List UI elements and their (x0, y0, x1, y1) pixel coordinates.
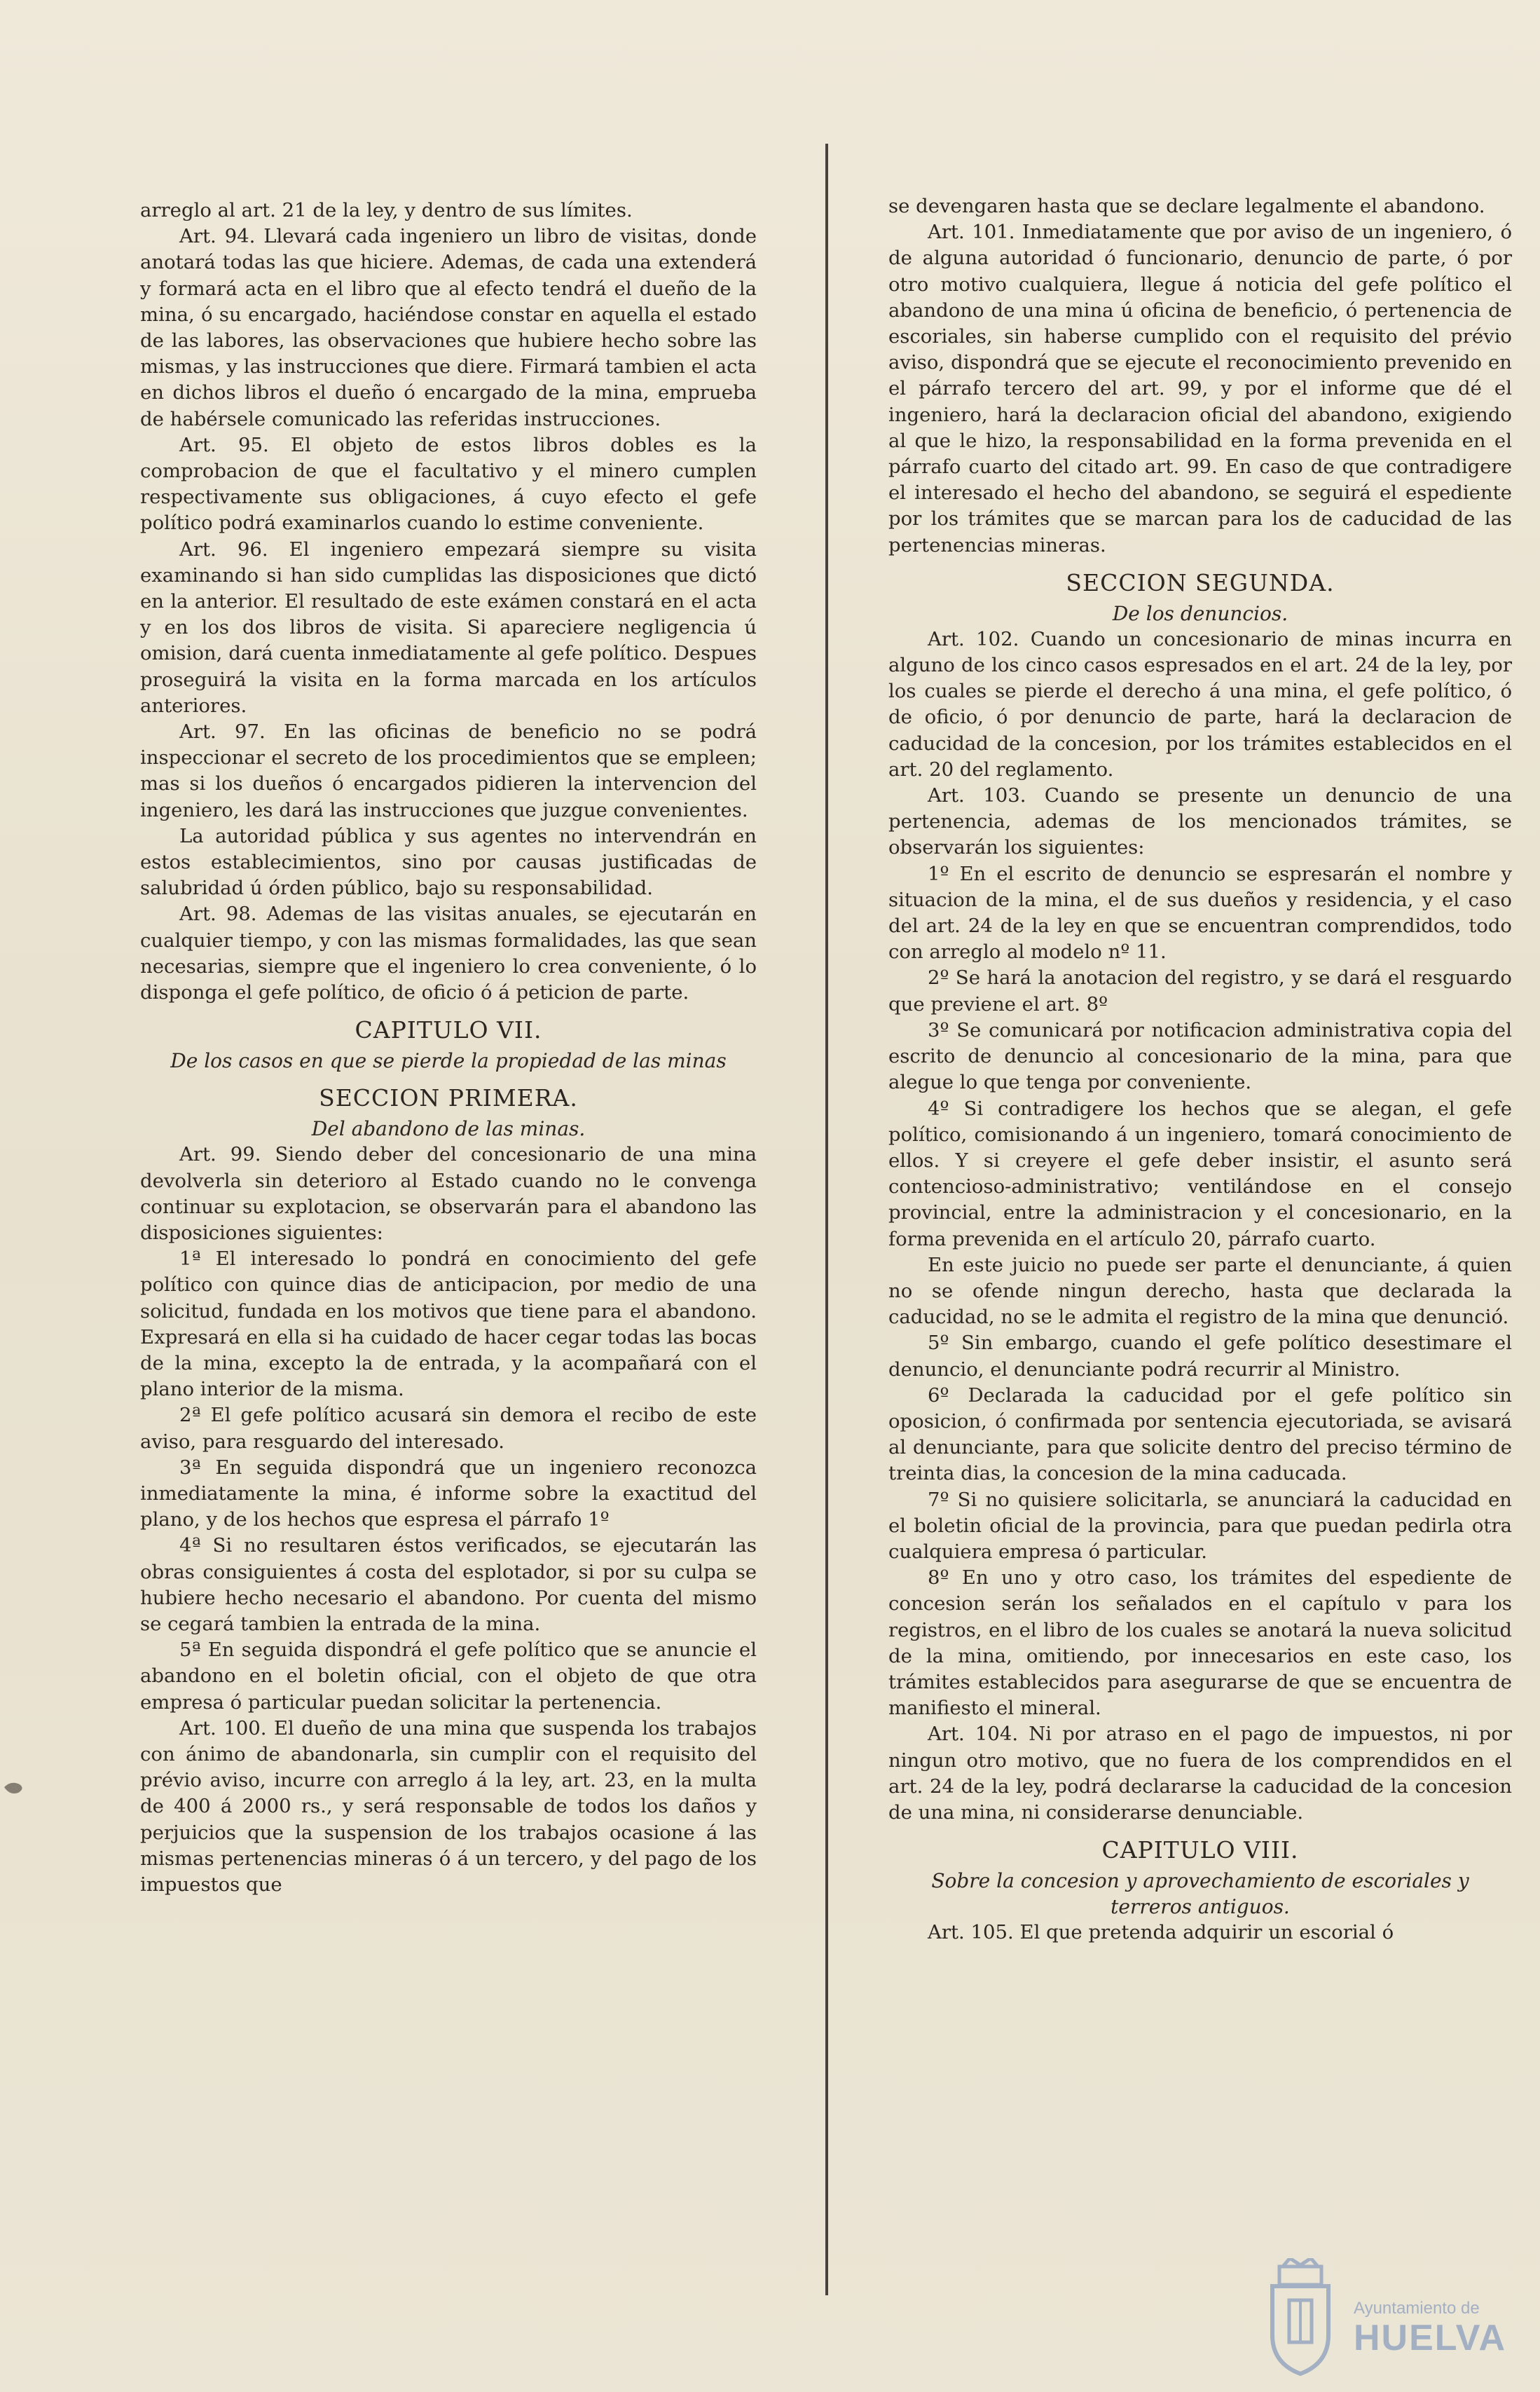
paragraph: 7º Si no quisiere solicitarla, se anunciará la caducidad en el boletin oficial de la provincia, para que puedan pedirla otra cualquiera empresa ó particular. (888, 1488, 1512, 1563)
paragraph: Art. 100. El dueño de una mina que suspenda los trabajos con ánimo de abandonarla, sin cumplir con el requisito del prévio aviso, incurre con arreglo á la ley, art. 23, en la multa de 400 á 2000 rs., y será responsable de todos los daños y perjuicios que la suspension de los trabajos ocasione á las mismas pertenencias mineras ó á un tercero, y del pago de los impuestos que (140, 1716, 757, 1896)
left-column (140, 198, 757, 1898)
paragraph: 4ª Si no resultaren éstos verificados, se ejecutarán las obras consiguientes á costa del esplotador, si por su culpa se hubiere hecho necesario el abandono. Por cuenta del mismo se cegará tambien la entrada de la mina. (140, 1534, 757, 1635)
chapter-title: CAPITULO VIII. (1101, 1836, 1299, 1864)
watermark-line1: Ayuntamiento de (1354, 2299, 1480, 2318)
paragraph: 2º Se hará la anotacion del registro, y se dará el resguardo que previene el art. 8º (888, 966, 1512, 1016)
paragraph: Art. 101. Inmediatamente que por aviso de un ingeniero, ó de alguna autoridad ó funcionario, denuncio de parte, ó por otro motivo cualquiera, llegue á noticia del gefe político el abandono de una mina ú oficina de beneficio, ó pertenencia de escoriales, sin haberse cumplido con el requisito del prévio aviso, dispondrá que se ejecute el reconocimiento prevenido en el párrafo tercero del art. 99, y por el informe que dé el ingeniero, hará la declaracion oficial del abandono, exigiendo al que le hizo, la responsabilidad en la forma prevenida en el párrafo cuarto del citado art. 99. En caso de que contradigere el interesado el hecho del abandono, se seguirá el espediente por los trámites que se marcan para los de caducidad de las pertenencias mineras. (888, 221, 1512, 556)
paragraph: Art. 104. Ni por atraso en el pago de impuestos, ni por ningun otro motivo, que no fuera de los comprendidos en el art. 24 de la ley, podrá declararse la caducidad de la concesion de una mina, ni considerarse denunciable. (888, 1723, 1512, 1824)
paragraph: 1º En el escrito de denuncio se espresarán el nombre y situacion de la mina, el de sus dueños y residencia, y el caso del art. 24 de la ley en que se encuentran comprendidos, todo con arreglo al modelo nº 11. (888, 862, 1512, 964)
paragraph: 3º Se comunicará por notificacion administrativa copia del escrito de denuncio al concesionario de la mina, para que alegue lo que tenga por conveniente. (888, 1018, 1512, 1094)
paragraph: Art. 99. Siendo deber del concesionario de una mina devolverla sin deterioro al Estado cuando no le convenga continuar su explotacion, se observarán para el abandono las disposiciones siguientes: (140, 1143, 757, 1244)
ink-smudge-icon (1, 1773, 29, 1801)
paragraph: Art. 102. Cuando un concesionario de minas incurra en alguno de los cinco casos espresados en el art. 24 de la ley, por los cuales se pierde el derecho á una mina, el gefe político, ó de oficio, ó por denuncio de parte, hará la declaracion de caducidad de la concesion, por los trámites establecidos en el art. 20 del reglamento. (888, 627, 1512, 781)
paragraph: 3ª En seguida dispondrá que un ingeniero reconozca inmediatamente la mina, é informe sobre la exactitud del plano, y de los hechos que espresa el párrafo 1º (140, 1456, 757, 1531)
coat-of-arms-icon (1258, 2258, 1342, 2377)
section-title: SECCION SEGUNDA. (1066, 568, 1335, 596)
paragraph: La autoridad pública y sus agentes no intervendrán en estos establecimientos, sino por causas justificadas de salubridad ú órden público, bajo su responsabilidad. (140, 824, 757, 900)
chapter-subtitle: De los casos en que se pierde la propiedad de las minas (170, 1049, 727, 1073)
paragraph: 1ª El interesado lo pondrá en conocimiento del gefe político con quince dias de anticipacion, por medio de una solicitud, fundada en los motivos que tiene para el abandono. Expresará en ella si ha cuidado de hacer cegar todas las bocas de la mina, excepto la de entrada, y la acompañará con el plano interior de la misma. (140, 1248, 757, 1401)
paragraph: Art. 98. Ademas de las visitas anuales, se ejecutarán en cualquier tiempo, y con las mismas formalidades, las que sean necesarias, siempre que el ingeniero lo crea conveniente, ó lo disponga el gefe político, de oficio ó á peticion de parte. (140, 903, 757, 1004)
paragraph: se devengaren hasta que se declare legalmente el abandono. (888, 195, 1485, 217)
watermark (1249, 2255, 1529, 2381)
paragraph: Art. 105. El que pretenda adquirir un escorial ó (928, 1921, 1394, 1944)
right-column (888, 193, 1512, 1946)
section-subtitle: De los denuncios. (1112, 601, 1288, 625)
paragraph: 8º En uno y otro caso, los trámites del espediente de concesion serán los señalados en el capítulo v para los registros, en el libro de los cuales se anotará la nueva solicitud de la mina, omitiendo, por innecesarios en este caso, los trámites establecidos para asegurarse de que se encuentra de manifiesto el mineral. (888, 1566, 1512, 1720)
chapter-subtitle: Sobre la concesion y aprovechamiento de escoriales y terreros antiguos. (931, 1869, 1469, 1919)
paragraph: Art. 95. El objeto de estos libros dobles es la comprobacion de que el facultativo y el minero cumplen respectivamente sus obligaciones, á cuyo efecto el gefe político podrá examinarlos cuando lo estime conveniente. (140, 433, 757, 535)
paragraph: 5ª En seguida dispondrá el gefe político que se anuncie el abandono en el boletin oficial, con el objeto de que otra empresa ó particular puedan solicitar la pertenencia. (140, 1639, 757, 1714)
section-title: SECCION PRIMERA. (319, 1084, 578, 1112)
watermark-line2: HUELVA (1354, 2318, 1507, 2358)
paragraph: arreglo al art. 21 de la ley, y dentro de sus límites. (140, 199, 633, 221)
paragraph: Art. 97. En las oficinas de beneficio no se podrá inspeccionar el secreto de los procedimientos que se empleen; mas si los dueños ó encargados pidieren la intervencion del ingeniero, les dará las instrucciones que juzgue convenientes. (140, 720, 757, 821)
chapter-title: CAPITULO VII. (355, 1016, 542, 1044)
paragraph: 5º Sin embargo, cuando el gefe político desestimare el denuncio, el denunciante podrá recurrir al Ministro. (888, 1332, 1512, 1381)
paragraph: Art. 103. Cuando se presente un denuncio de una pertenencia, ademas de los mencionados trámites, se observarán los siguientes: (888, 784, 1512, 859)
paragraph: Art. 96. El ingeniero empezará siempre su visita examinando si han sido cumplidas las disposiciones que dictó en la anterior. El resultado de este exámen constará en el acta y en los dos libros de visita. Si apareciere negligencia ú omision, dará cuenta inmediatamente al gefe político. Despues proseguirá la visita en la forma marcada en los artículos anteriores. (140, 538, 757, 717)
paragraph: 4º Si contradigere los hechos que se alegan, el gefe político, comisionando á un ingeniero, tomará conocimiento de ellos. Y si creyere el gefe deber insistir, el asunto será contencioso-administrativo; ventilándose en el consejo provincial, entre la administracion y el concesionario, en la forma prevenida en el artículo 20, párrafo cuarto. (888, 1097, 1512, 1250)
section-subtitle: Del abandono de las minas. (311, 1117, 586, 1141)
column-divider (825, 144, 828, 2295)
paragraph: 2ª El gefe político acusará sin demora el recibo de este aviso, para resguardo del interesado. (140, 1404, 757, 1453)
paragraph: En este juicio no puede ser parte el denunciante, á quien no se ofende ningun derecho, hasta que declarada la caducidad, no se le admita el registro de la mina que denunció. (888, 1253, 1512, 1329)
paragraph: 6º Declarada la caducidad por el gefe político sin oposicion, ó confirmada por sentencia ejecutoriada, se avisará al denunciante, para que solicite dentro del preciso término de treinta dias, la concesion de la mina caducada. (888, 1383, 1512, 1485)
paragraph: Art. 94. Llevará cada ingeniero un libro de visitas, donde anotará todas las que hiciere. Ademas, de cada una extenderá y formará acta en el libro que al efecto tendrá el dueño de la mina, ó su encargado, haciéndose constar en aquella el estado de las labores, las observaciones que hubiere hecho sobre las mismas, y las instrucciones que diere. Firmará tambien el acta en dichos libros el dueño ó encargado de la mina, emprueba de habérsele comunicado las referidas instrucciones. (140, 225, 757, 430)
